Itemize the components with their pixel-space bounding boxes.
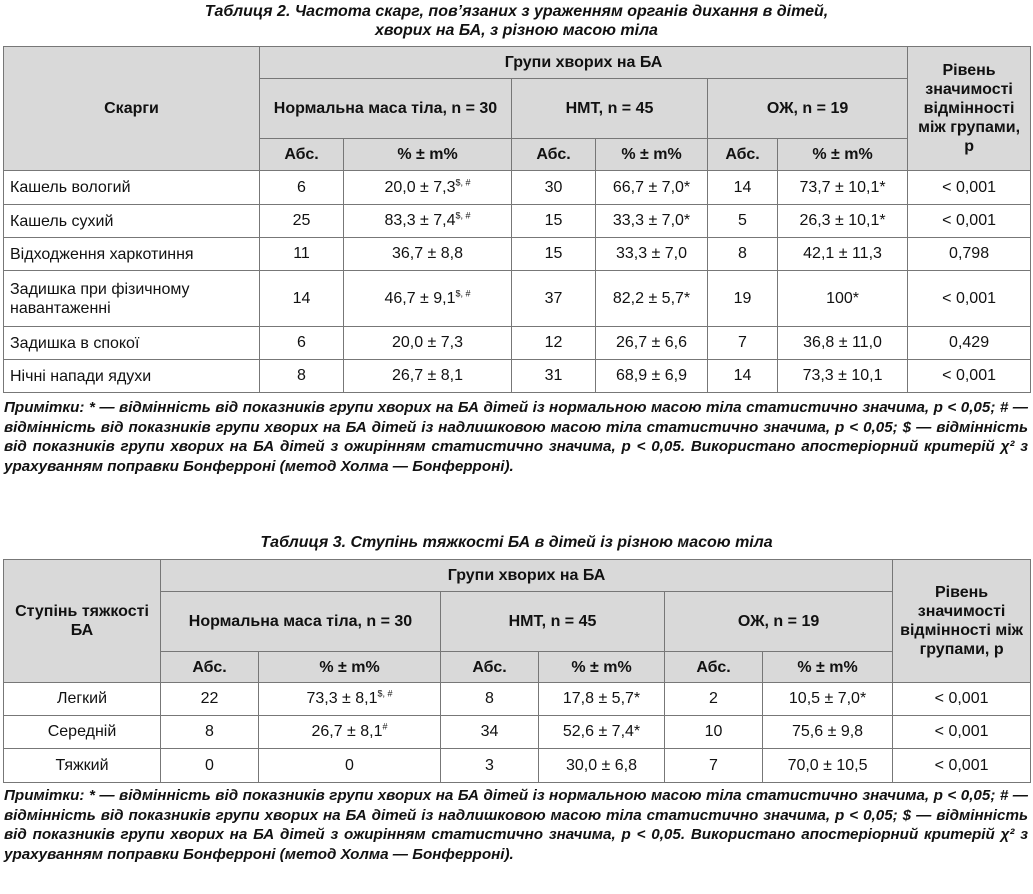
cell-abs: 30 [512,171,596,205]
cell-pct: 36,8 ± 11,0 [778,327,908,360]
groups-header: Групи хворих на БА [260,47,908,79]
table-row [4,683,1031,716]
cell-pct: 36,7 ± 8,8 [344,238,512,271]
group-header-oz: ОЖ, n = 19 [708,79,908,139]
table-3-caption: Таблиця 3. Ступінь тяжкості БА в дітей із різною масою тіла [260,534,773,551]
cell-pct: 17,8 ± 5,7* [539,683,665,716]
table-3 [3,559,1031,783]
row-label: Кашель вологий [4,171,260,205]
row-label: Задишка при фізичному навантаженні [4,271,260,327]
significance-marker: $, # [455,288,471,299]
subheader-pct: % ± m% [778,139,908,171]
table-2 [3,46,1031,393]
cell-abs: 2 [665,683,763,716]
cell-pct: 68,9 ± 6,9 [596,360,708,393]
cell-p: 0,798 [908,238,1031,271]
table-row [4,749,1031,783]
cell-abs: 19 [708,271,778,327]
cell-abs: 3 [441,749,539,783]
cell-pct: 70,0 ± 10,5 [763,749,893,783]
cell-abs: 15 [512,238,596,271]
subheader-abs: Абс. [260,139,344,171]
cell-abs: 31 [512,360,596,393]
table-row [4,716,1031,749]
cell-pct: 20,0 ± 7,3$, # [344,171,512,205]
subheader-pct: % ± m% [259,652,441,683]
table-row [4,360,1031,393]
table-row [4,205,1031,238]
cell-abs: 5 [708,205,778,238]
cell-abs: 25 [260,205,344,238]
cell-pct: 73,3 ± 10,1 [778,360,908,393]
subheader-pct: % ± m% [596,139,708,171]
cell-pct: 0 [259,749,441,783]
table-row [4,238,1031,271]
cell-pct: 42,1 ± 11,3 [778,238,908,271]
cell-pct: 30,0 ± 6,8 [539,749,665,783]
cell-pct: 46,7 ± 9,1$, # [344,271,512,327]
row-label: Задишка в спокої [4,327,260,360]
cell-abs: 15 [512,205,596,238]
cell-abs: 0 [161,749,259,783]
cell-pct: 26,7 ± 6,6 [596,327,708,360]
groups-header: Групи хворих на БА [161,560,893,592]
group-header-normal: Нормальна маса тіла, n = 30 [161,592,441,652]
cell-abs: 8 [708,238,778,271]
subheader-abs: Абс. [512,139,596,171]
cell-pct: 75,6 ± 9,8 [763,716,893,749]
cell-p: < 0,001 [893,716,1031,749]
cell-pct: 26,3 ± 10,1* [778,205,908,238]
cell-p: < 0,001 [893,683,1031,716]
row-label: Тяжкий [4,749,161,783]
table-row [4,271,1031,327]
subheader-pct: % ± m% [539,652,665,683]
group-header-normal: Нормальна маса тіла, n = 30 [260,79,512,139]
row-label: Легкий [4,683,161,716]
group-header-oz: ОЖ, n = 19 [665,592,893,652]
cell-pct: 83,3 ± 7,4$, # [344,205,512,238]
cell-pct: 100* [778,271,908,327]
cell-p: < 0,001 [908,271,1031,327]
table-row [4,327,1031,360]
subheader-abs: Абс. [665,652,763,683]
cell-abs: 7 [665,749,763,783]
cell-p: < 0,001 [893,749,1031,783]
cell-abs: 10 [665,716,763,749]
cell-pct: 82,2 ± 5,7* [596,271,708,327]
table-2-caption-line-1: Таблиця 2. Частота скарг, пов’язаних з ураженням органів дихання в дітей, [204,3,829,20]
cell-pct: 73,3 ± 8,1$, # [259,683,441,716]
cell-abs: 12 [512,327,596,360]
cell-pct: 73,7 ± 10,1* [778,171,908,205]
subheader-abs: Абс. [161,652,259,683]
row-label: Нічні напади ядухи [4,360,260,393]
cell-p: < 0,001 [908,205,1031,238]
cell-abs: 37 [512,271,596,327]
cell-abs: 6 [260,171,344,205]
cell-abs: 8 [161,716,259,749]
cell-abs: 14 [708,360,778,393]
cell-p: < 0,001 [908,171,1031,205]
cell-pct: 33,3 ± 7,0* [596,205,708,238]
subheader-abs: Абс. [708,139,778,171]
cell-pct: 52,6 ± 7,4* [539,716,665,749]
column-header-complaints: Скарги [4,47,260,171]
subheader-pct: % ± m% [344,139,512,171]
cell-abs: 11 [260,238,344,271]
table-3-notes: Примітки: * — відмінність від показників групи хворих на БА дітей із нормальною масою тіла статистично значима, p < 0,05; # — відмінність від показників групи хворих на БА дітей із надлишковою масою тіла статистично значима, p < 0,05; $ — відмінність від показників групи хворих на БА дітей з ожирінням статистично значима, p < 0,05. Використано апостеріорний критерій χ² з урахуванням поправки Бонферроні (метод Холма — Бонферроні). [4,787,1028,863]
significance-marker: # [382,721,388,732]
cell-abs: 6 [260,327,344,360]
table-2-caption [0,2,1033,40]
subheader-abs: Абс. [441,652,539,683]
row-label: Середній [4,716,161,749]
group-header-nmt: НМТ, n = 45 [441,592,665,652]
column-header-significance: Рівень значимості відмінності між групами, p [893,560,1031,683]
table-row [4,171,1031,205]
cell-abs: 34 [441,716,539,749]
cell-abs: 14 [708,171,778,205]
cell-pct: 26,7 ± 8,1# [259,716,441,749]
row-label: Кашель сухий [4,205,260,238]
table-2-notes: Примітки: * — відмінність від показників групи хворих на БА дітей із нормальною масою тіла статистично значима, p < 0,05; # — відмінність від показників групи хворих на БА дітей із надлишковою масою тіла статистично значима, p < 0,05; $ — відмінність від показників групи хворих на БА дітей з ожирінням статистично значима, p < 0,05. Використано апостеріорний критерій χ² з урахуванням поправки Бонферроні (метод Холма — Бонферроні). [4,399,1028,475]
cell-pct: 26,7 ± 8,1 [344,360,512,393]
cell-abs: 8 [441,683,539,716]
group-header-nmt: НМТ, n = 45 [512,79,708,139]
significance-marker: $, # [455,177,471,188]
significance-marker: $, # [377,688,393,699]
subheader-pct: % ± m% [763,652,893,683]
cell-abs: 8 [260,360,344,393]
cell-pct: 66,7 ± 7,0* [596,171,708,205]
row-label: Відходження харкотиння [4,238,260,271]
table-2-caption-line-2: хворих на БА, з різною масою тіла [375,22,658,39]
cell-abs: 7 [708,327,778,360]
cell-p: < 0,001 [908,360,1031,393]
cell-p: 0,429 [908,327,1031,360]
cell-abs: 14 [260,271,344,327]
cell-pct: 20,0 ± 7,3 [344,327,512,360]
column-header-significance: Рівень значимості відмінності між групами, p [908,47,1031,171]
cell-pct: 33,3 ± 7,0 [596,238,708,271]
cell-abs: 22 [161,683,259,716]
cell-pct: 10,5 ± 7,0* [763,683,893,716]
column-header-severity: Ступінь тяжкості БА [4,560,161,683]
significance-marker: $, # [455,210,471,221]
